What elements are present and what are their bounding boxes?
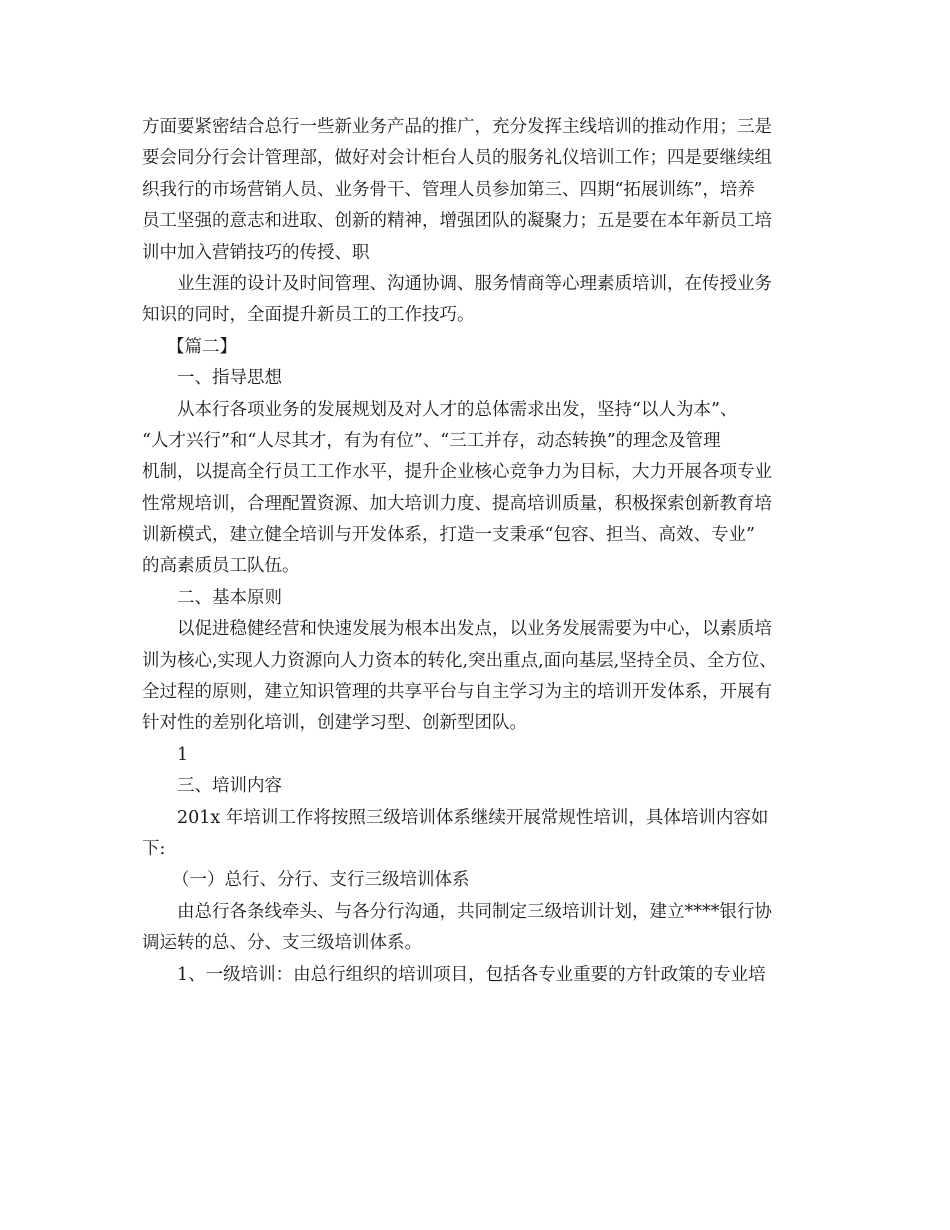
text-line: 201x 年培训工作将按照三级培训体系继续开展常规性培训，具体培训内容如 <box>177 807 769 828</box>
text-line: 机制，以提高全行员工工作水平，提升企业核心竞争力为目标，大力开展各项专业 <box>142 462 772 483</box>
text-line: 【篇二】 <box>167 336 237 357</box>
text-line: 员工坚强的意志和进取、创新的精神，增强团队的凝聚力；五是要在本年新员工培 <box>142 211 772 232</box>
text-line: 业生涯的设计及时间管理、沟通协调、服务情商等心理素质培训，在传授业务 <box>177 273 772 294</box>
text-line: 二、基本原则 <box>177 587 282 608</box>
text-line: 从本行各项业务的发展规划及对人才的总体需求出发，坚持“以人为本”、 <box>177 399 738 420</box>
text-line: 训为核心,实现人力资源向人力资本的转化,突出重点,面向基层,坚持全员、全方位、 <box>142 650 777 671</box>
text-line: 1、一级培训：由总行组织的培训项目，包括各专业重要的方针政策的专业培 <box>177 964 766 985</box>
text-line: 全过程的原则，建立知识管理的共享平台与自主学习为主的培训开发体系，开展有 <box>142 682 772 703</box>
text-line: 调运转的总、分、支三级培训体系。 <box>142 933 422 954</box>
text-line: 以促进稳健经营和快速发展为根本出发点，以业务发展需要为中心，以素质培 <box>177 619 772 640</box>
text-line: 方面要紧密结合总行一些新业务产品的推广，充分发挥主线培训的推动作用；三是 <box>142 117 772 137</box>
document-page <box>142 112 832 991</box>
text-line: （一）总行、分行、支行三级培训体系 <box>172 870 470 891</box>
text-line: 1 <box>177 744 189 765</box>
text-line: 的高素质员工队伍。 <box>142 556 300 577</box>
text-line: 下: <box>142 838 166 859</box>
text-line: 性常规培训，合理配置资源、加大培训力度、提高培训质量，积极探索创新教育培 <box>142 493 772 514</box>
text-line: “人才兴行”和“人尽其才，有为有位”、“三工并存，动态转换”的理念及管理 <box>142 430 721 451</box>
text-line: 三、培训内容 <box>177 776 282 797</box>
text-line: 要会同分行会计管理部，做好对会计柜台人员的服务礼仪培训工作；四是要继续组 <box>142 148 772 169</box>
text-line: 针对性的差别化培训，创建学习型、创新型团队。 <box>142 713 527 734</box>
text-line: 织我行的市场营销人员、业务骨干、管理人员参加第三、四期“拓展训练”，培养 <box>142 179 755 200</box>
text-line: 由总行各条线牵头、与各分行沟通，共同制定三级培训计划，建立****银行协 <box>177 901 772 922</box>
text-line: 一、指导思想 <box>177 368 282 389</box>
text-line: 知识的同时，全面提升新员工的工作技巧。 <box>142 305 475 326</box>
text-line: 训新模式，建立健全培训与开发体系，打造一支秉承“包容、担当、高效、专业” <box>142 525 755 546</box>
text-line: 训中加入营销技巧的传授、职 <box>142 242 370 263</box>
